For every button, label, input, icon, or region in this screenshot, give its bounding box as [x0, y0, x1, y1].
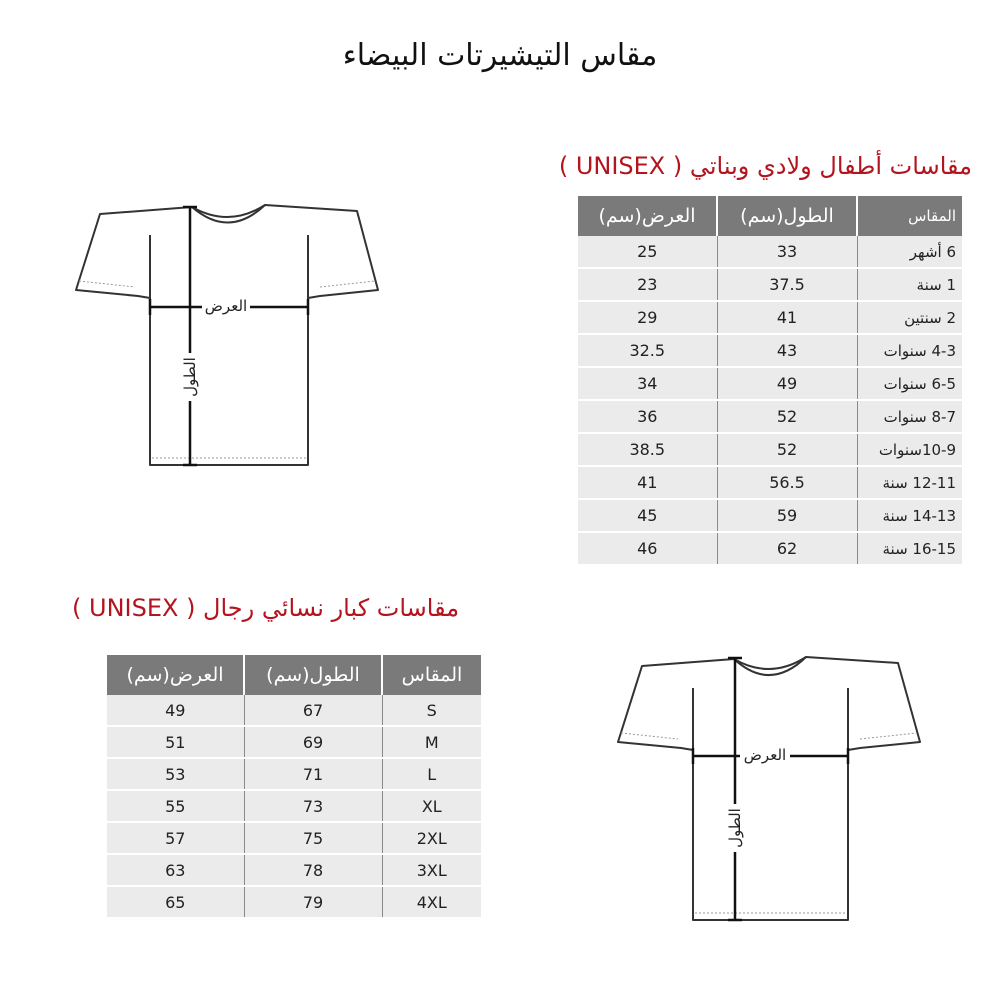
length-cell: 71 — [244, 758, 382, 790]
table-row — [578, 236, 962, 268]
header-width: العرض(سم) — [578, 196, 717, 236]
table-header-row — [578, 196, 962, 236]
length-cell: 37.5 — [717, 268, 857, 301]
size-cell: 4XL — [382, 886, 481, 918]
width-cell: 25 — [578, 236, 717, 268]
size-cell: 8-7 سنوات — [857, 400, 962, 433]
header-length: الطول(سم) — [244, 655, 382, 695]
size-cell: S — [382, 695, 481, 726]
tshirt-outline — [618, 657, 920, 920]
width-cell: 51 — [107, 726, 244, 758]
length-cell: 49 — [717, 367, 857, 400]
width-cell: 41 — [578, 466, 717, 499]
header-width: العرض(سم) — [107, 655, 244, 695]
width-cell: 36 — [578, 400, 717, 433]
length-cell: 43 — [717, 334, 857, 367]
width-cell: 32.5 — [578, 334, 717, 367]
width-cell: 23 — [578, 268, 717, 301]
table-row — [578, 400, 962, 433]
header-size: المقاس — [382, 655, 481, 695]
length-cell: 78 — [244, 854, 382, 886]
table-row — [107, 790, 481, 822]
table-row — [578, 466, 962, 499]
size-cell: XL — [382, 790, 481, 822]
width-cell: 49 — [107, 695, 244, 726]
length-cell: 59 — [717, 499, 857, 532]
page-title: مقاس التيشيرتات البيضاء — [342, 38, 658, 73]
size-cell: 2 سنتين — [857, 301, 962, 334]
length-label: الطول — [726, 808, 744, 848]
length-label: الطول — [181, 357, 199, 397]
kids-size-table — [578, 196, 962, 566]
table-row — [578, 334, 962, 367]
adults-size-table — [107, 655, 481, 919]
width-cell: 65 — [107, 886, 244, 918]
width-label: العرض — [204, 297, 248, 315]
size-cell: 16-15 سنة — [857, 532, 962, 565]
length-measure-line — [728, 658, 742, 920]
length-cell: 41 — [717, 301, 857, 334]
size-cell: L — [382, 758, 481, 790]
table-row — [107, 854, 481, 886]
width-label: العرض — [743, 746, 787, 764]
header-length: الطول(سم) — [717, 196, 857, 236]
width-cell: 46 — [578, 532, 717, 565]
width-cell: 45 — [578, 499, 717, 532]
width-cell: 55 — [107, 790, 244, 822]
size-cell: M — [382, 726, 481, 758]
length-cell: 33 — [717, 236, 857, 268]
length-cell: 62 — [717, 532, 857, 565]
size-cell: 14-13 سنة — [857, 499, 962, 532]
length-cell: 52 — [717, 400, 857, 433]
table-row — [578, 301, 962, 334]
size-cell: 6-5 سنوات — [857, 367, 962, 400]
header-size: المقاس — [857, 196, 962, 236]
width-cell: 57 — [107, 822, 244, 854]
width-cell: 63 — [107, 854, 244, 886]
table-row — [578, 433, 962, 466]
table-row — [578, 499, 962, 532]
table-row — [107, 726, 481, 758]
size-cell: 2XL — [382, 822, 481, 854]
size-cell: 10-9سنوات — [857, 433, 962, 466]
width-cell: 53 — [107, 758, 244, 790]
length-cell: 67 — [244, 695, 382, 726]
adults-section-title: مقاسات كبار نسائي رجال ( UNISEX ) — [72, 594, 460, 622]
table-row — [107, 695, 481, 726]
table-row — [107, 886, 481, 918]
length-cell: 75 — [244, 822, 382, 854]
width-cell: 38.5 — [578, 433, 717, 466]
length-cell: 69 — [244, 726, 382, 758]
kids-section-title: مقاسات أطفال ولادي وبناتي ( UNISEX ) — [558, 152, 972, 180]
table-row — [578, 367, 962, 400]
table-header-row — [107, 655, 481, 695]
tshirt-diagram-kids — [70, 195, 380, 475]
width-cell: 34 — [578, 367, 717, 400]
size-cell: 4-3 سنوات — [857, 334, 962, 367]
length-cell: 52 — [717, 433, 857, 466]
tshirt-outline — [76, 205, 378, 465]
length-cell: 79 — [244, 886, 382, 918]
size-cell: 12-11 سنة — [857, 466, 962, 499]
length-cell: 73 — [244, 790, 382, 822]
tshirt-diagram-adults — [608, 648, 928, 928]
width-cell: 29 — [578, 301, 717, 334]
table-row — [578, 268, 962, 301]
size-cell: 3XL — [382, 854, 481, 886]
table-row — [107, 758, 481, 790]
table-row — [578, 532, 962, 565]
table-row — [107, 822, 481, 854]
length-cell: 56.5 — [717, 466, 857, 499]
size-cell: 6 أشهر — [857, 236, 962, 268]
length-measure-line — [183, 207, 197, 465]
size-cell: 1 سنة — [857, 268, 962, 301]
